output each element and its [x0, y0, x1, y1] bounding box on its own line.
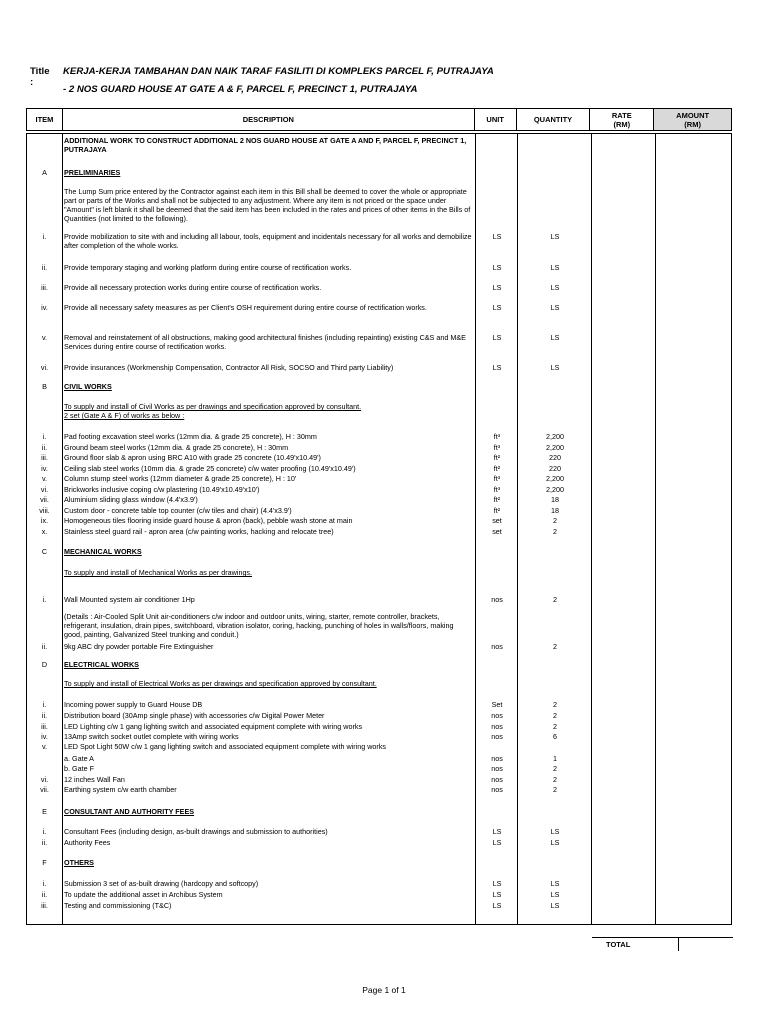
- row-unit: nos: [491, 785, 503, 794]
- row-quantity: 2: [553, 642, 557, 651]
- row-item-number: D: [41, 660, 48, 669]
- row-description: Column stump steel works (12mm diameter & grade 25 concrete), H : 10': [64, 474, 297, 483]
- row-quantity: 2: [553, 595, 557, 604]
- row-unit: ft²: [493, 495, 501, 504]
- row-unit: nos: [491, 642, 503, 651]
- row-description: Ground beam steel works (12mm dia. & grade 25 concrete), H : 30mm: [64, 443, 289, 452]
- row-item-number: ii.: [41, 263, 48, 272]
- row-item-number: i.: [42, 827, 47, 836]
- row-quantity: 6: [553, 732, 557, 741]
- row-quantity: 2,200: [546, 474, 564, 483]
- row-description: MECHANICAL WORKS: [64, 547, 142, 556]
- row-quantity: LS: [550, 890, 560, 899]
- row-item-number: F: [42, 858, 47, 867]
- row-item-number: ii.: [41, 838, 48, 847]
- row-quantity: LS: [550, 333, 560, 342]
- row-item-number: ii.: [41, 890, 48, 899]
- row-unit: nos: [491, 711, 503, 720]
- row-unit: Set: [491, 700, 503, 709]
- row-unit: ft²: [493, 464, 501, 473]
- row-item-number: iii.: [41, 453, 48, 462]
- row-description: LED Lighting c/w 1 gang lighting switch and associated equipment complete with wiring works: [64, 722, 363, 731]
- row-item-number: v.: [41, 333, 48, 342]
- row-quantity: 2,200: [546, 432, 564, 441]
- row-description: Provide all necessary safety measures as per Client's OSH requirement during entire course of rectification works.: [64, 303, 427, 312]
- total-row: [592, 937, 733, 951]
- row-item-number: ii.: [41, 443, 48, 452]
- row-quantity: 2: [553, 527, 557, 536]
- row-description: To update the additional asset in Archibus System: [64, 890, 223, 899]
- row-description: To supply and install of Electrical Works as per drawings and specification approved by consultant.: [64, 679, 377, 688]
- row-unit: set: [492, 516, 502, 525]
- row-description: a. Gate A: [64, 754, 94, 763]
- row-item-number: vii.: [40, 495, 49, 504]
- row-unit: ft³: [493, 485, 501, 494]
- row-description: To supply and install of Civil Works as per drawings and specification approved by consultant.: [64, 402, 362, 411]
- row-quantity: 2,200: [546, 485, 564, 494]
- row-item-number: x.: [41, 527, 48, 536]
- header-rate: RATE (RM): [590, 109, 654, 130]
- row-item-number: iii.: [41, 901, 48, 910]
- row-unit: set: [492, 527, 502, 536]
- row-unit: LS: [492, 283, 502, 292]
- row-description: To supply and install of Mechanical Works as per drawings.: [64, 568, 253, 577]
- bill-of-quantities-table: [26, 108, 732, 949]
- row-item-number: i.: [42, 700, 47, 709]
- row-description: Incoming power supply to Guard House DB: [64, 700, 203, 709]
- row-quantity: 1: [553, 754, 557, 763]
- row-unit: nos: [491, 775, 503, 784]
- row-unit: nos: [491, 595, 503, 604]
- row-quantity: 2: [553, 722, 557, 731]
- row-description: Provide mobilization to site with and including all labour, tools, equipment and incidentals necessary for all works and demobilize after completion of the whole works.: [64, 232, 472, 250]
- header-description: DESCRIPTION: [63, 109, 475, 130]
- row-unit: LS: [492, 232, 502, 241]
- row-description: 12 inches Wall Fan: [64, 775, 125, 784]
- row-description: LED Spot Light 50W c/w 1 gang lighting switch and associated equipment complete with wiring works: [64, 742, 387, 751]
- row-description: CIVIL WORKS: [64, 382, 112, 391]
- header-amount: AMOUNT (RM): [654, 109, 731, 130]
- row-description: 2 set (Gate A & F) of works as below :: [64, 411, 185, 420]
- row-item-number: B: [42, 382, 47, 391]
- row-description: Ground floor slab & apron using BRC A10 with grade 25 concrete (10.49'x10.49'): [64, 453, 321, 462]
- row-description: ELECTRICAL WORKS: [64, 660, 139, 669]
- row-description: Stainless steel guard rail - apron area (c/w painting works, hacking and relocate tree): [64, 527, 334, 536]
- row-unit: LS: [492, 363, 502, 372]
- row-quantity: LS: [550, 283, 560, 292]
- row-unit: LS: [492, 333, 502, 342]
- row-item-number: vi.: [40, 363, 49, 372]
- row-quantity: 2,200: [546, 443, 564, 452]
- row-unit: ft²: [493, 453, 501, 462]
- row-description: Provide all necessary protection works during entire course of rectification works.: [64, 283, 322, 292]
- row-description: Removal and reinstatement of all obstructions, making good architectural finishes (including repainting) existing C&S and M&E Services during entire course of rectification works.: [64, 333, 466, 351]
- title-line-2: - 2 NOS GUARD HOUSE AT GATE A & F, PARCEL F, PRECINCT 1, PUTRAJAYA: [63, 84, 418, 95]
- row-description: b. Gate F: [64, 764, 94, 773]
- row-description: Ceiling slab steel works (10mm dia. & grade 25 concrete) c/w water proofing (10.49'x10.49'): [64, 464, 356, 473]
- row-description: Aluminium sliding glass window (4.4'x3.9'): [64, 495, 198, 504]
- row-unit: nos: [491, 722, 503, 731]
- row-quantity: LS: [550, 363, 560, 372]
- row-description: Provide temporary staging and working platform during entire course of rectification works.: [64, 263, 352, 272]
- row-quantity: 18: [551, 495, 559, 504]
- header-unit: UNIT: [475, 109, 517, 130]
- title-label: Title :: [30, 66, 50, 88]
- row-description: Brickworks inclusive coping c/w plastering (10.49'x10.49'x10'): [64, 485, 260, 494]
- row-item-number: viii.: [39, 506, 50, 515]
- row-item-number: A: [42, 168, 47, 177]
- row-description: (Details : Air-Cooled Split Unit air-conditioners c/w indoor and outdoor units, wiring, starter, remote controller, brackets, refrigerant, insulation, drain pipes, switchboard, vibration isolator, coring, hacking, punching of holes in walls/floors, making good, painting, Galvanized Steel trunking and conduit.): [64, 612, 454, 639]
- title-line-1: KERJA-KERJA TAMBAHAN DAN NAIK TARAF FASILITI DI KOMPLEKS PARCEL F, PUTRAJAYA: [63, 66, 494, 77]
- row-quantity: 2: [553, 764, 557, 773]
- row-item-number: i.: [42, 879, 47, 888]
- row-item-number: ii.: [41, 711, 48, 720]
- row-item-number: vii.: [40, 785, 49, 794]
- row-description: Provide insurances (Workmenship Compensation, Contractor All Risk, SOCSO and Third party Liability): [64, 363, 394, 372]
- row-description: Consultant Fees (including design, as-built drawings and submission to authorities): [64, 827, 328, 836]
- row-item-number: iii.: [41, 283, 48, 292]
- row-unit: LS: [492, 827, 502, 836]
- row-item-number: vi.: [40, 775, 49, 784]
- total-label: TOTAL: [606, 940, 631, 949]
- row-item-number: vi.: [40, 485, 49, 494]
- row-unit: LS: [492, 901, 502, 910]
- row-quantity: LS: [550, 901, 560, 910]
- row-item-number: ix.: [40, 516, 49, 525]
- row-quantity: 18: [551, 506, 559, 515]
- row-description: Testing and commissioning (T&C): [64, 901, 172, 910]
- row-unit: ft³: [493, 443, 501, 452]
- row-unit: LS: [492, 838, 502, 847]
- row-quantity: LS: [550, 827, 560, 836]
- header-quantity: QUANTITY: [517, 109, 591, 130]
- row-description: The Lump Sum price entered by the Contractor against each item in this Bill shall be deemed to cover the whole or appropriate part or parts of the Works and shall not be subjected to any adjustment. Where any item is not priced or the space under "Amount" is left blank it shall be deemed that the said item has been included in the rates and prices of other items in the Bills of Quantities (not limited to the following).: [64, 187, 471, 223]
- row-quantity: 2: [553, 775, 557, 784]
- row-item-number: i.: [42, 232, 47, 241]
- row-description: OTHERS: [64, 858, 94, 867]
- row-quantity: 2: [553, 711, 557, 720]
- row-unit: LS: [492, 303, 502, 312]
- row-unit: LS: [492, 890, 502, 899]
- row-description: Authority Fees: [64, 838, 111, 847]
- table-header: [26, 108, 732, 131]
- row-description: PRELIMINARIES: [64, 168, 121, 177]
- row-unit: ft²: [493, 506, 501, 515]
- row-unit: nos: [491, 764, 503, 773]
- row-item-number: iii.: [41, 722, 48, 731]
- table-body: [26, 133, 732, 949]
- row-item-number: C: [41, 547, 48, 556]
- row-quantity: 220: [549, 453, 561, 462]
- row-description: 9kg ABC dry powder portable Fire Extinguisher: [64, 642, 214, 651]
- row-description: Submission 3 set of as-built drawing (hardcopy and softcopy): [64, 879, 259, 888]
- row-item-number: iv.: [41, 732, 48, 741]
- header-item: ITEM: [27, 109, 63, 130]
- row-quantity: LS: [550, 879, 560, 888]
- row-unit: nos: [491, 754, 503, 763]
- row-quantity: 2: [553, 700, 557, 709]
- row-unit: nos: [491, 732, 503, 741]
- row-description: ADDITIONAL WORK TO CONSTRUCT ADDITIONAL 2 NOS GUARD HOUSE AT GATE A AND F, PARCEL F, PRECINCT 1, PUTRAJAYA: [64, 136, 467, 154]
- row-unit: LS: [492, 879, 502, 888]
- row-description: Custom door - concrete table top counter (c/w tiles and chair) (4.4'x3.9'): [64, 506, 292, 515]
- row-description: 13Amp switch socket outlet complete with wiring works: [64, 732, 239, 741]
- row-description: Distribution board (30Amp single phase) with accessories c/w Digital Power Meter: [64, 711, 325, 720]
- row-quantity: LS: [550, 232, 560, 241]
- row-quantity: 220: [549, 464, 561, 473]
- row-description: Wall Mounted system air conditioner 1Hp: [64, 595, 195, 604]
- row-unit: LS: [492, 263, 502, 272]
- row-quantity: 2: [553, 516, 557, 525]
- row-description: Earthing system c/w earth chamber: [64, 785, 177, 794]
- row-unit: ft³: [493, 432, 501, 441]
- page-footer: Page 1 of 1: [362, 985, 406, 995]
- row-item-number: iv.: [41, 464, 48, 473]
- row-item-number: iv.: [41, 303, 48, 312]
- row-unit: ft³: [493, 474, 501, 483]
- row-quantity: LS: [550, 303, 560, 312]
- row-item-number: v.: [41, 474, 48, 483]
- row-item-number: ii.: [41, 642, 48, 651]
- row-quantity: 2: [553, 785, 557, 794]
- row-quantity: LS: [550, 263, 560, 272]
- row-item-number: v.: [41, 742, 48, 751]
- row-item-number: i.: [42, 595, 47, 604]
- row-item-number: E: [42, 807, 47, 816]
- row-description: Homogeneous tiles flooring inside guard house & apron (back), pebble wash stone at main: [64, 516, 353, 525]
- row-item-number: i.: [42, 432, 47, 441]
- row-description: CONSULTANT AND AUTHORITY FEES: [64, 807, 195, 816]
- row-description: Pad footing excavation steel works (12mm dia. & grade 25 concrete), H : 30mm: [64, 432, 317, 441]
- row-quantity: LS: [550, 838, 560, 847]
